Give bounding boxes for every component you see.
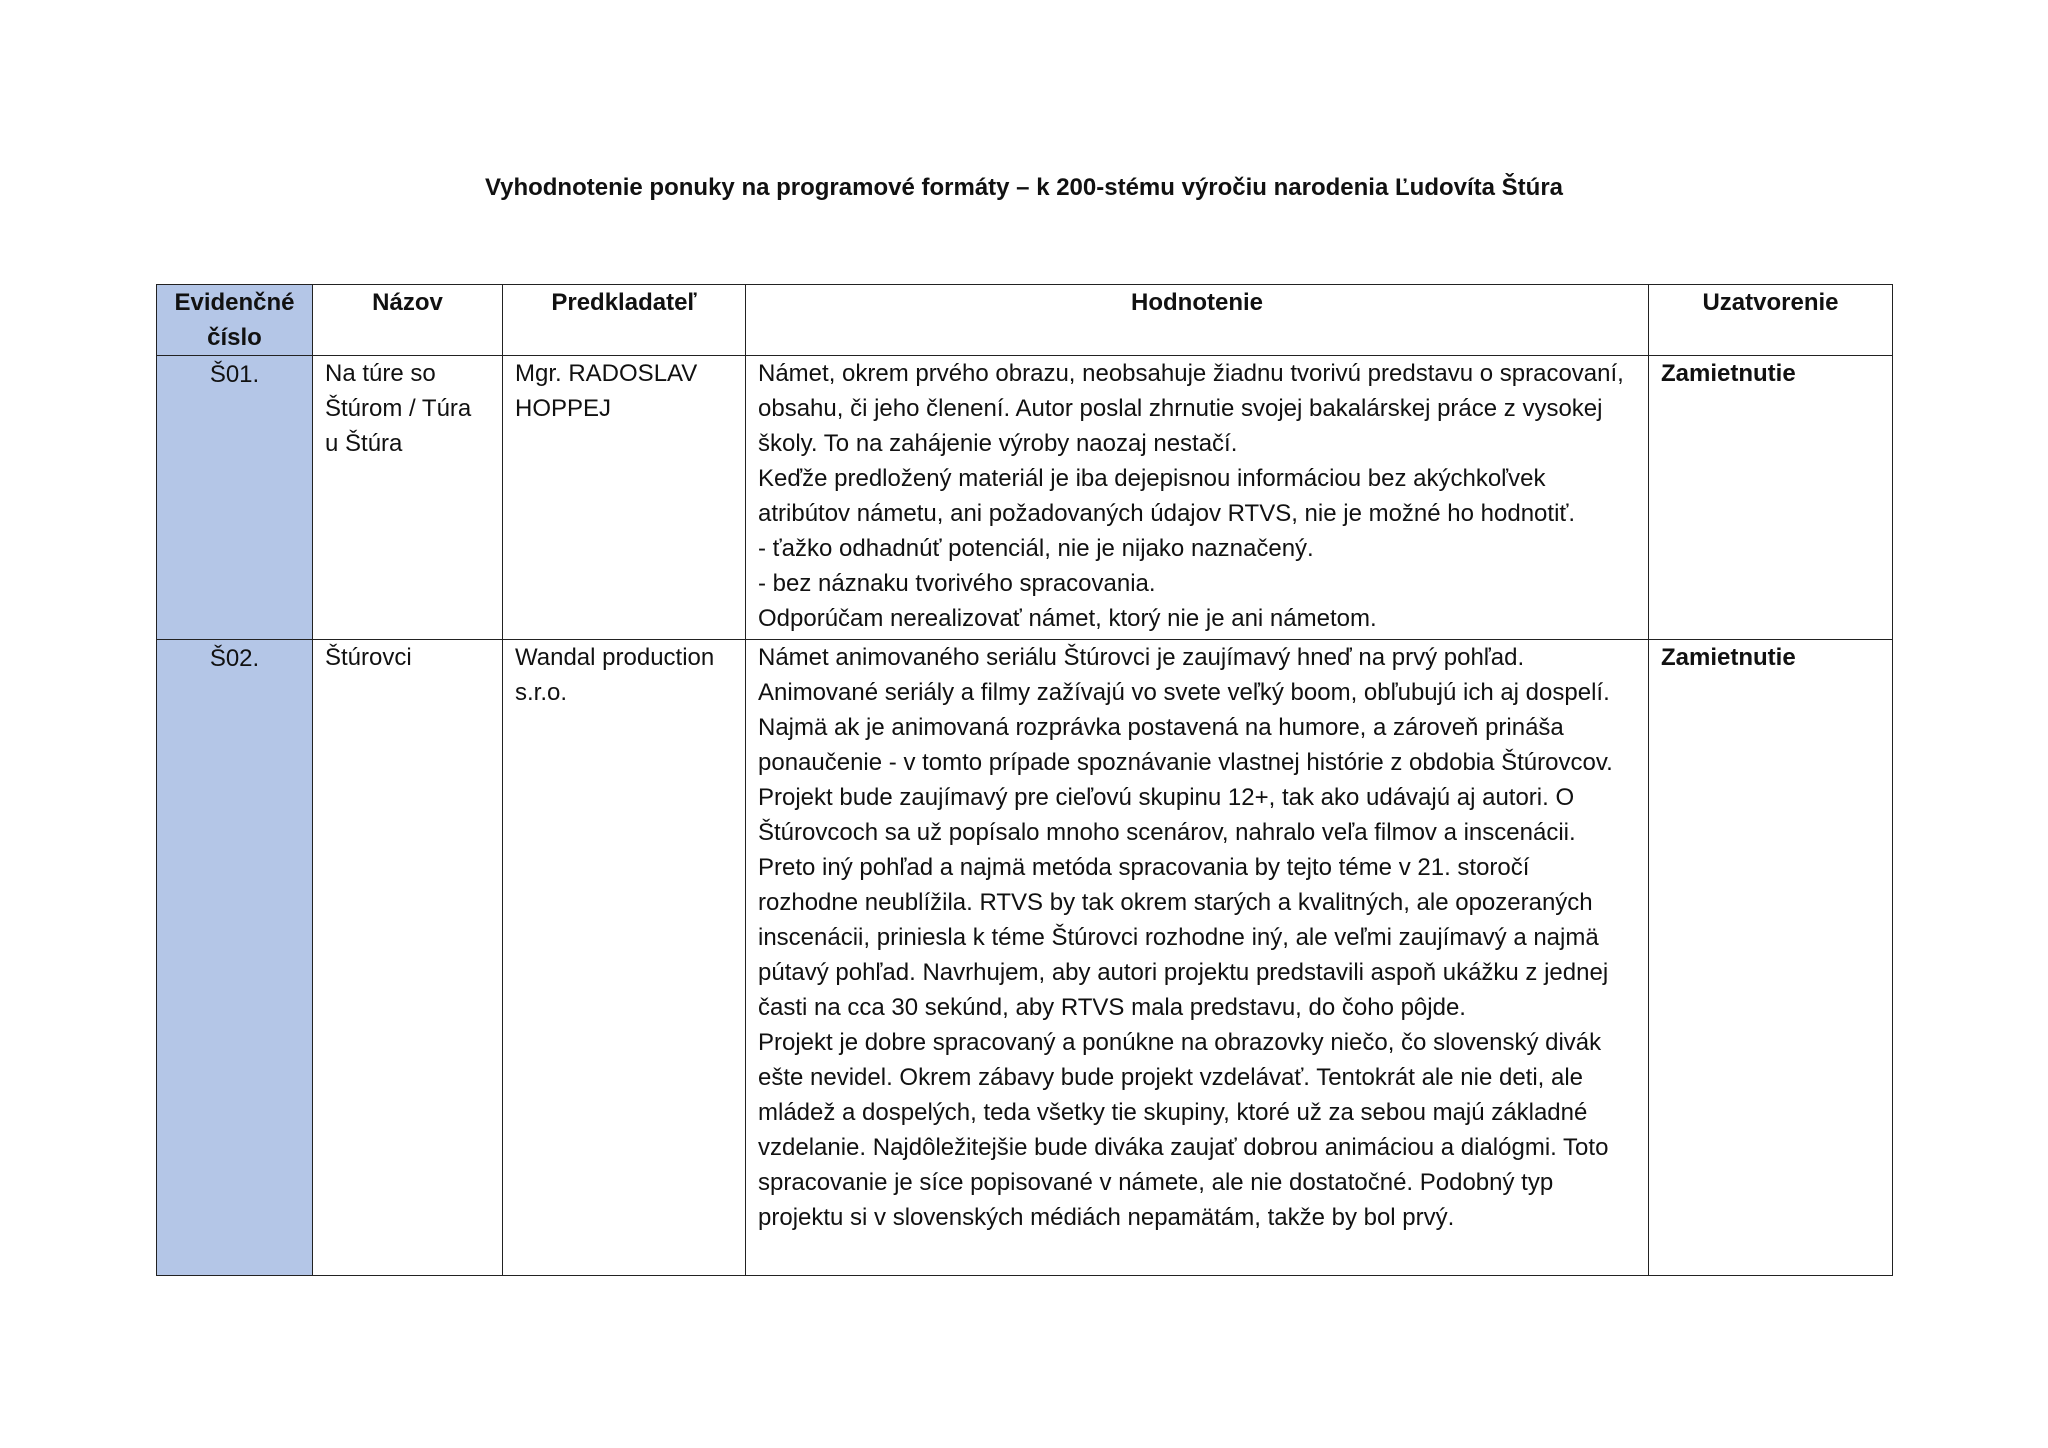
row-evaluation	[746, 356, 1649, 640]
header-uzatvorenie: Uzatvorenie	[1649, 285, 1893, 356]
row-evaluation	[746, 640, 1649, 1276]
table-row	[157, 640, 1893, 1276]
evaluation-paragraph: Projekt je dobre spracovaný a ponúkne na obrazovky niečo, čo slovenský divák ešte nevidel. Okrem zábavy bude projekt vzdelávať. Tentokrát ale nie deti, ale mládež a dospelých, teda všetky tie skupiny, ktoré už za sebou majú základné vzdelanie. Najdôležitejšie bude diváka zaujať dobrou animáciou a dialógmi. Toto spracovanie je síce popisované v námete, ale nie dostatočné. Podobný typ projektu si v slovenských médiách nepamätám, takže by bol prvý.	[758, 1029, 1609, 1231]
evaluation-paragraph: Námet, okrem prvého obrazu, neobsahuje žiadnu tvorivú predstavu o spracovaní, obsahu, či jeho členení. Autor poslal zhrnutie svojej bakalárskej práce z vysokej školy. To na zahájenie výroby naozaj nestačí.	[758, 360, 1624, 457]
table-row	[157, 356, 1893, 640]
evaluation-paragraph: - bez náznaku tvorivého spracovania.	[758, 570, 1156, 597]
evaluation-paragraph: - ťažko odhadnúť potenciál, nie je nijako naznačený.	[758, 535, 1314, 562]
header-predkladatel: Predkladateľ	[503, 285, 746, 356]
row-number: Š01.	[157, 356, 313, 640]
row-submitter: Mgr. RADOSLAV HOPPEJ	[503, 356, 746, 640]
row-name: Štúrovci	[313, 640, 503, 1276]
row-name: Na túre so Štúrom / Túra u Štúra	[313, 356, 503, 640]
row-closure: Zamietnutie	[1649, 356, 1893, 640]
evaluation-paragraph: Keďže predložený materiál je iba dejepisnou informáciou bez akýchkoľvek atribútov námetu, ani požadovaných údajov RTVS, nie je možné ho hodnotiť.	[758, 465, 1576, 527]
row-submitter: Wandal production s.r.o.	[503, 640, 746, 1276]
header-evidencne-cislo: Evidenčné číslo	[157, 285, 313, 356]
header-hodnotenie: Hodnotenie	[746, 285, 1649, 356]
evaluation-table	[156, 284, 1893, 1276]
evaluation-paragraph: Odporúčam nerealizovať námet, ktorý nie je ani námetom.	[758, 605, 1377, 632]
row-closure: Zamietnutie	[1649, 640, 1893, 1276]
header-nazov: Názov	[313, 285, 503, 356]
evaluation-paragraph: Námet animovaného seriálu Štúrovci je zaujímavý hneď na prvý pohľad. Animované seriály a filmy zažívajú vo svete veľký boom, obľubujú ich aj dospelí. Najmä ak je animovaná rozprávka postavená na humore, a zároveň prináša ponaučenie - v tomto prípade spoznávanie vlastnej histórie z obdobia Štúrovcov. Projekt bude zaujímavý pre cieľovú skupinu 12+, tak ako udávajú aj autori. O Štúrovcoch sa už popísalo mnoho scenárov, nahralo veľa filmov a inscenácii. Preto iný pohľad a najmä metóda spracovania by tejto téme v 21. storočí rozhodne neublížila. RTVS by tak okrem starých a kvalitných, ale opozeraných inscenácii, priniesla k téme Štúrovci rozhodne iný, ale veľmi zaujímavý a najmä pútavý pohľad. Navrhujem, aby autori projektu predstavili aspoň ukážku z jednej časti na cca 30 sekúnd, aby RTVS mala predstavu, do čoho pôjde.	[758, 644, 1613, 1021]
row-number: Š02.	[157, 640, 313, 1276]
document-title: Vyhodnotenie ponuky na programové formáty – k 200-stému výročiu narodenia Ľudovíta Štúra	[484, 174, 1564, 201]
table-header-row	[157, 285, 1893, 356]
